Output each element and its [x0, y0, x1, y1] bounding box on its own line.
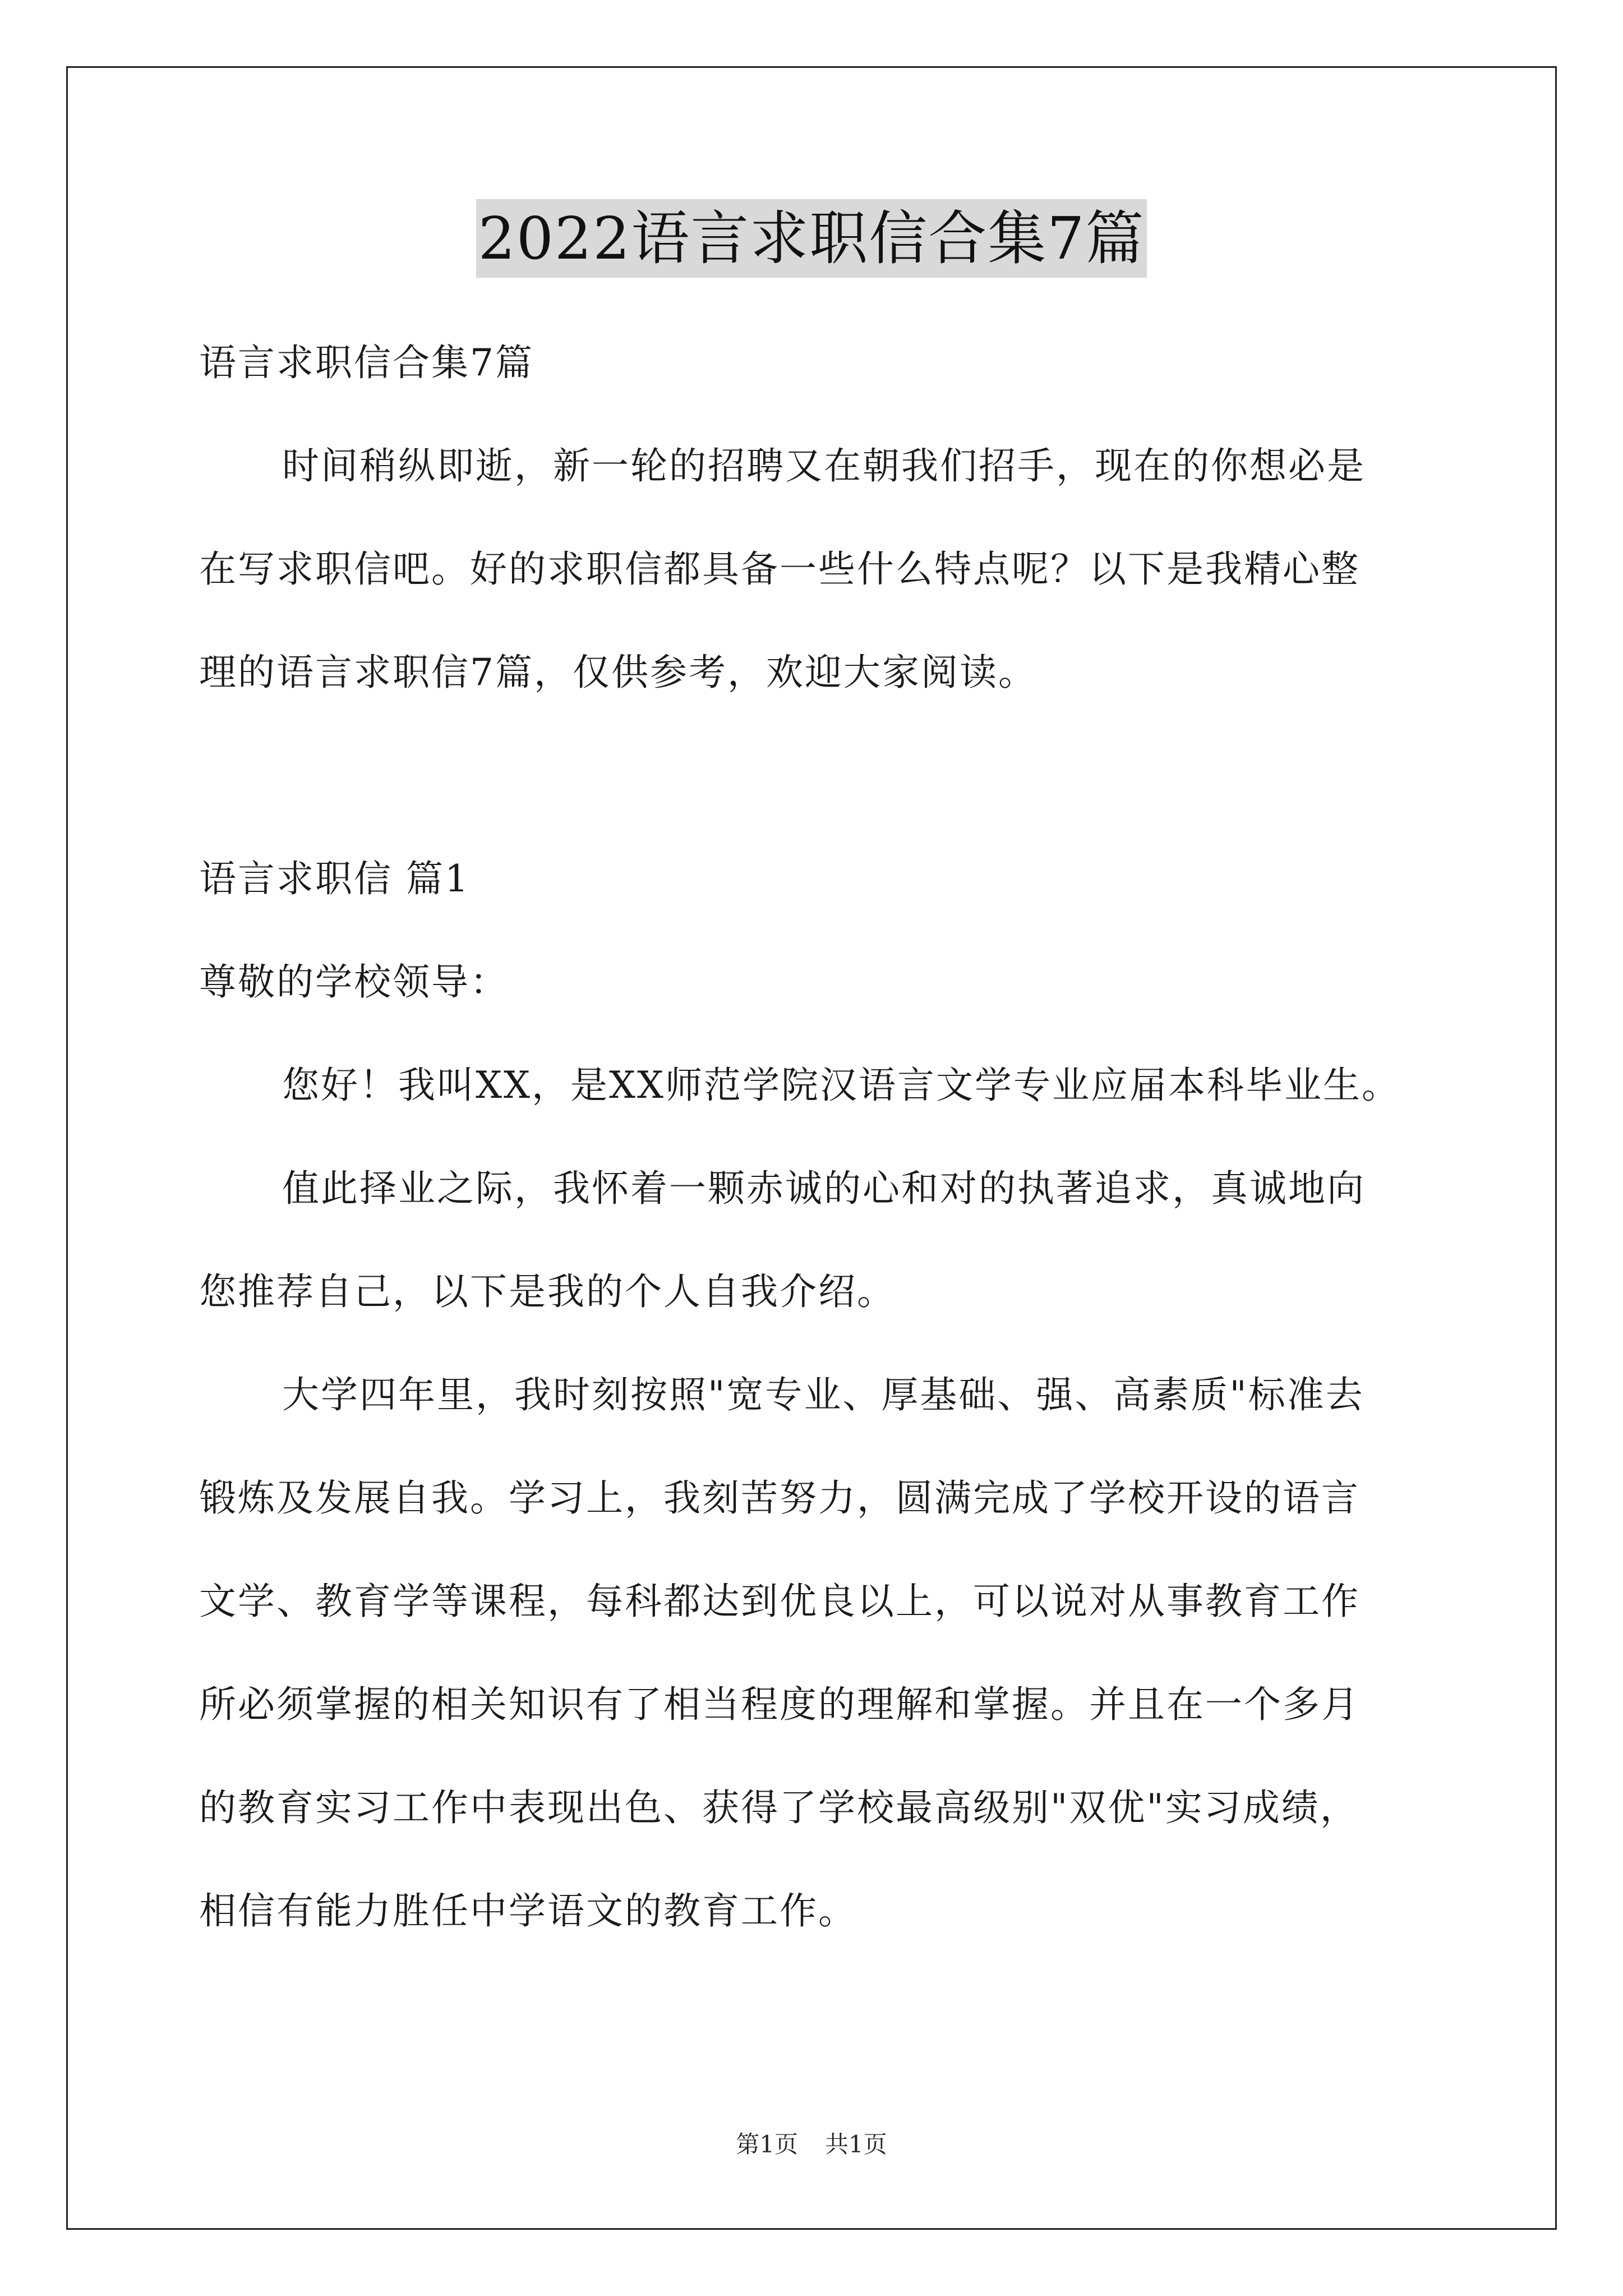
- page-number: 第1页: [736, 2131, 798, 2158]
- section-heading: 语言求职信 篇1: [199, 857, 470, 900]
- paragraph-line: 大学四年里，我时刻按照"宽专业、厚基础、强、高素质"标准去: [282, 1373, 1364, 1416]
- document-subtitle: 语言求职信合集7篇: [199, 341, 534, 384]
- intro-line: 理的语言求职信7篇，仅供参考，欢迎大家阅读。: [199, 651, 1037, 694]
- intro-line: 时间稍纵即逝，新一轮的招聘又在朝我们招手，现在的你想必是: [282, 444, 1366, 487]
- paragraph-line: 您推荐自己，以下是我的个人自我介绍。: [199, 1270, 896, 1313]
- paragraph-line: 文学、教育学等课程，每科都达到优良以上，可以说对从事教育工作: [199, 1580, 1360, 1623]
- paragraph-line: 您好！我叫XX，是XX师范学院汉语言文学专业应届本科毕业生。: [282, 1064, 1400, 1107]
- salutation: 尊敬的学校领导：: [199, 960, 509, 1004]
- page-footer: [0, 2126, 1623, 2160]
- paragraph-line: 的教育实习工作中表现出色、获得了学校最高级别"双优"实习成绩，: [199, 1786, 1359, 1829]
- document-body: [199, 311, 1455, 1963]
- paragraph-line: 锻炼及发展自我。学习上，我刻苦努力，圆满完成了学校开设的语言: [199, 1476, 1360, 1520]
- title-container: [0, 199, 1623, 278]
- intro-line: 在写求职信吧。好的求职信都具备一些什么特点呢？以下是我精心整: [199, 547, 1360, 591]
- paragraph-line: 值此择业之际，我怀着一颗赤诚的心和对的执著追求，真诚地向: [282, 1167, 1366, 1210]
- blank-line: [199, 724, 1455, 827]
- paragraph-line: 所必须掌握的相关知识有了相当程度的理解和掌握。并且在一个多月: [199, 1683, 1360, 1726]
- page-total: 共1页: [825, 2131, 887, 2158]
- document-title: 2022语言求职信合集7篇: [476, 199, 1147, 278]
- paragraph-line: 相信有能力胜任中学语文的教育工作。: [199, 1889, 857, 1932]
